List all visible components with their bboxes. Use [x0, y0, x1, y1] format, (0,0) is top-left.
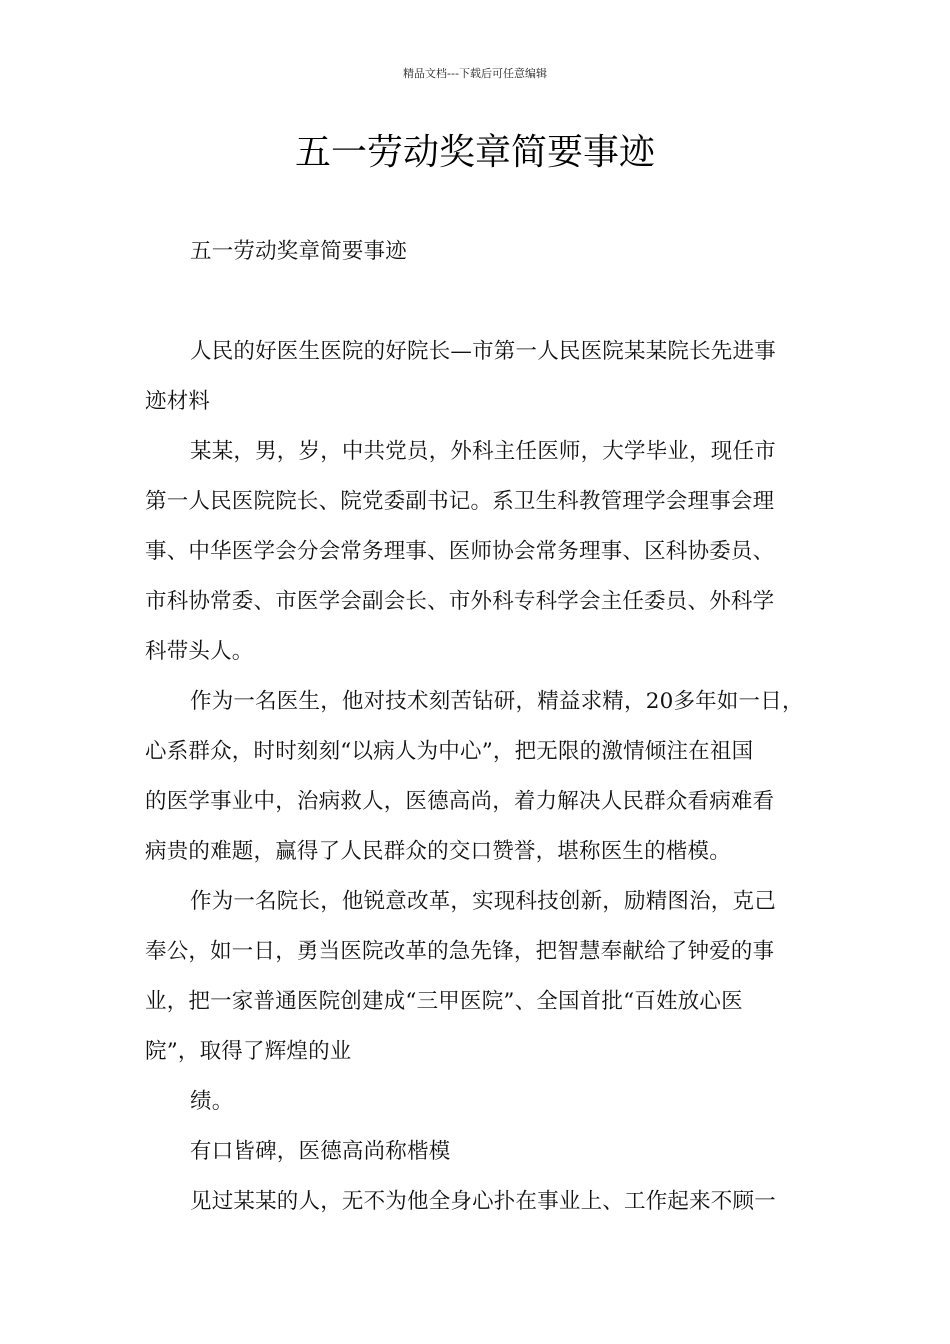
- paragraph-line: 院”，取得了辉煌的业: [145, 1039, 352, 1064]
- paragraph-line: 迹材料: [145, 389, 211, 414]
- paragraph-line: 科带头人。: [145, 639, 254, 664]
- paragraph-line: 心系群众，时时刻刻“以病人为中心”，把无限的激情倾注在祖国: [145, 739, 754, 764]
- document-body: [145, 227, 825, 1227]
- paragraph-line: 病贵的难题，赢得了人民群众的交口赞誉，堪称医生的楷模。: [145, 839, 731, 864]
- paragraph-line: 作为一名院长，他锐意改革，实现科技创新，励精图治，克己: [190, 889, 776, 914]
- paragraph-line: 事、中华医学会分会常务理事、医师协会常务理事、区科协委员、: [145, 539, 775, 564]
- subtitle-line: 五一劳动奖章简要事迹: [190, 239, 408, 264]
- paragraph-line: 见过某某的人，无不为他全身心扑在事业上、工作起来不顾一: [190, 1189, 776, 1214]
- section-heading: 有口皆碑，医德高尚称楷模: [190, 1139, 451, 1164]
- paragraph-line: 某某，男，岁，中共党员，外科主任医师，大学毕业，现任市: [190, 439, 776, 464]
- paragraph-line: 作为一名医生，他对技术刻苦钻研，精益求精，20多年如一日，: [190, 689, 804, 714]
- paragraph-line: 奉公，如一日，勇当医院改革的急先锋，把智慧奉献给了钟爱的事: [145, 939, 775, 964]
- paragraph-line: 人民的好医生医院的好院长—市第一人民医院某某院长先进事: [190, 339, 776, 364]
- paragraph-line: 业，把一家普通医院创建成“三甲医院”、全国首批“百姓放心医: [145, 989, 743, 1014]
- paragraph-line: 第一人民医院院长、院党委副书记。系卫生科教管理学会理事会理: [145, 489, 775, 514]
- paragraph-line: 绩。: [190, 1089, 234, 1114]
- paragraph-line: 的医学事业中，治病救人，医德高尚，着力解决人民群众看病难看: [145, 789, 775, 814]
- paragraph-line: 市科协常委、市医学会副会长、市外科专科学会主任委员、外科学: [145, 589, 775, 614]
- blank-line: [145, 277, 825, 327]
- header-note: 精品文档---下载后可任意编辑: [403, 67, 547, 80]
- document-title: 五一劳动奖章简要事迹: [294, 132, 655, 173]
